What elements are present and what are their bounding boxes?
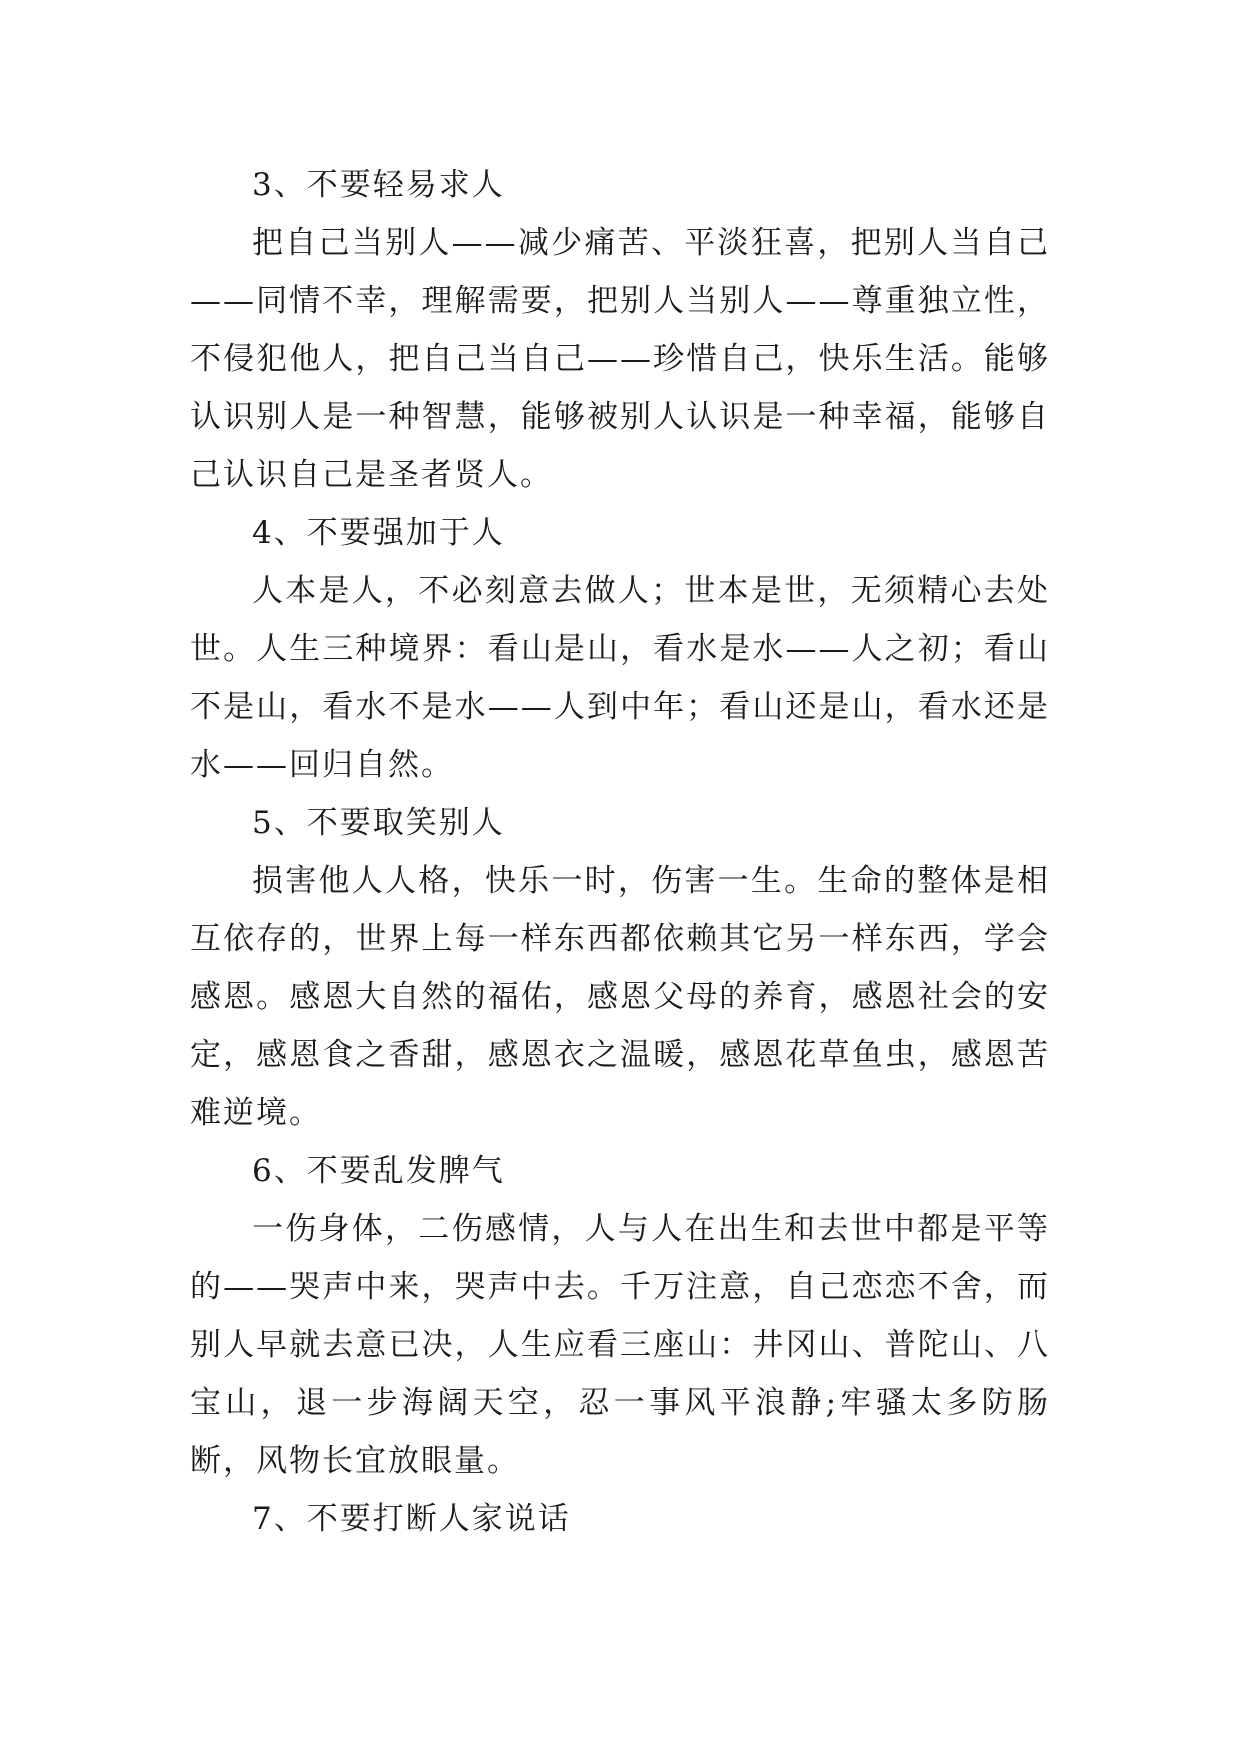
section-paragraph-3: 把自己当别人——减少痛苦、平淡狂喜，把别人当自己——同情不幸，理解需要，把别人当别人——尊重独立性，不侵犯他人，把自己当自己——珍惜自己，快乐生活。能够认识别人是一种智慧，能够被别人认识是一种幸福，能够自己认识自己是圣者贤人。 — [190, 225, 1050, 493]
document-body — [190, 156, 1050, 1548]
section-paragraph-5: 损害他人人格，快乐一时，伤害一生。生命的整体是相互依存的，世界上每一样东西都依赖其它另一样东西，学会感恩。感恩大自然的福佑，感恩父母的养育，感恩社会的安定，感恩食之香甜，感恩衣之温暖，感恩花草鱼虫，感恩苦难逆境。 — [190, 863, 1050, 1131]
section-heading-5: 5、不要取笑别人 — [252, 805, 505, 841]
section-heading-6: 6、不要乱发脾气 — [252, 1153, 505, 1189]
section-heading-4: 4、不要强加于人 — [252, 515, 505, 551]
section-paragraph-6: 一伤身体，二伤感情，人与人在出生和去世中都是平等的——哭声中来，哭声中去。千万注意，自己恋恋不舍，而别人早就去意已决，人生应看三座山：井冈山、普陀山、八宝山，退一步海阔天空，忍一事风平浪静;牢骚太多防肠断，风物长宜放眼量。 — [190, 1211, 1050, 1479]
section-paragraph-4: 人本是人，不必刻意去做人；世本是世，无须精心去处世。人生三种境界：看山是山，看水是水——人之初；看山不是山，看水不是水——人到中年；看山还是山，看水还是水——回归自然。 — [190, 573, 1050, 783]
section-heading-7: 7、不要打断人家说话 — [252, 1501, 571, 1537]
section-heading-3: 3、不要轻易求人 — [252, 167, 505, 203]
